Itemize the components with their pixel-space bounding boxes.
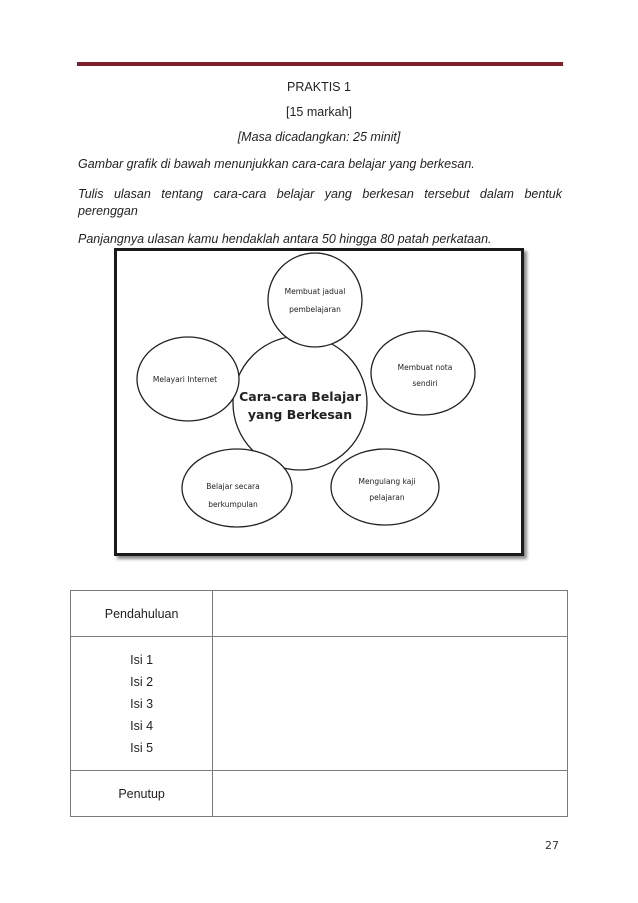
closing-answer-cell[interactable] xyxy=(213,771,568,817)
body-answer-cell[interactable] xyxy=(213,637,568,771)
closing-label: Penutup xyxy=(71,771,213,817)
node-right xyxy=(371,331,475,415)
node-top xyxy=(268,253,362,347)
table-row xyxy=(71,771,568,817)
isi-3-label: Isi 3 xyxy=(130,696,154,711)
isi-5-label: Isi 5 xyxy=(130,740,154,755)
node-bottom-left-line1: Belajar secara xyxy=(206,482,260,491)
node-bottom-right-line2: pelajaran xyxy=(369,493,405,502)
duration-label: [Masa dicadangkan: 25 minit] xyxy=(237,130,401,144)
intro-label: Pendahuluan xyxy=(71,591,213,637)
node-bottom-right xyxy=(331,449,439,525)
instruction-3: Panjangnya ulasan kamu hendaklah antara 50 hingga 80 patah perkataan. xyxy=(78,232,492,246)
node-top-line2: pembelajaran xyxy=(289,305,341,314)
header-rule xyxy=(77,62,563,66)
center-label-line1: Cara-cara Belajar xyxy=(239,389,361,404)
isi-1-label: Isi 1 xyxy=(130,652,154,667)
node-top-line1: Membuat jadual xyxy=(284,287,346,296)
node-left-line1: Melayari Internet xyxy=(152,375,218,384)
node-right-line1: Membuat nota xyxy=(397,363,453,372)
node-bottom-right-line1: Mengulang kaji xyxy=(358,477,416,486)
center-label-line2: yang Berkesan xyxy=(247,407,353,422)
isi-2-label: Isi 2 xyxy=(130,674,154,689)
instruction-1: Gambar grafik di bawah menunjukkan cara-cara belajar yang berkesan. xyxy=(78,157,475,171)
body-items-cell xyxy=(71,637,213,771)
isi-4-label: Isi 4 xyxy=(130,718,154,733)
node-bottom-left-line2: berkumpulan xyxy=(208,500,258,509)
table-row xyxy=(71,591,568,637)
exercise-title: PRAKTIS 1 xyxy=(287,80,351,94)
page-number: 27 xyxy=(545,839,559,852)
answer-table xyxy=(70,590,568,817)
table-row xyxy=(71,637,568,771)
mind-map-diagram xyxy=(114,248,524,556)
intro-answer-cell[interactable] xyxy=(213,591,568,637)
node-right-line2: sendiri xyxy=(412,379,438,388)
marks-label: [15 markah] xyxy=(285,105,352,119)
instruction-2-line-2: perenggan xyxy=(78,204,138,218)
instruction-2-line-1: Tulis ulasan tentang cara-cara belajar yang berkesan tersebut dalam bentuk xyxy=(78,187,562,201)
